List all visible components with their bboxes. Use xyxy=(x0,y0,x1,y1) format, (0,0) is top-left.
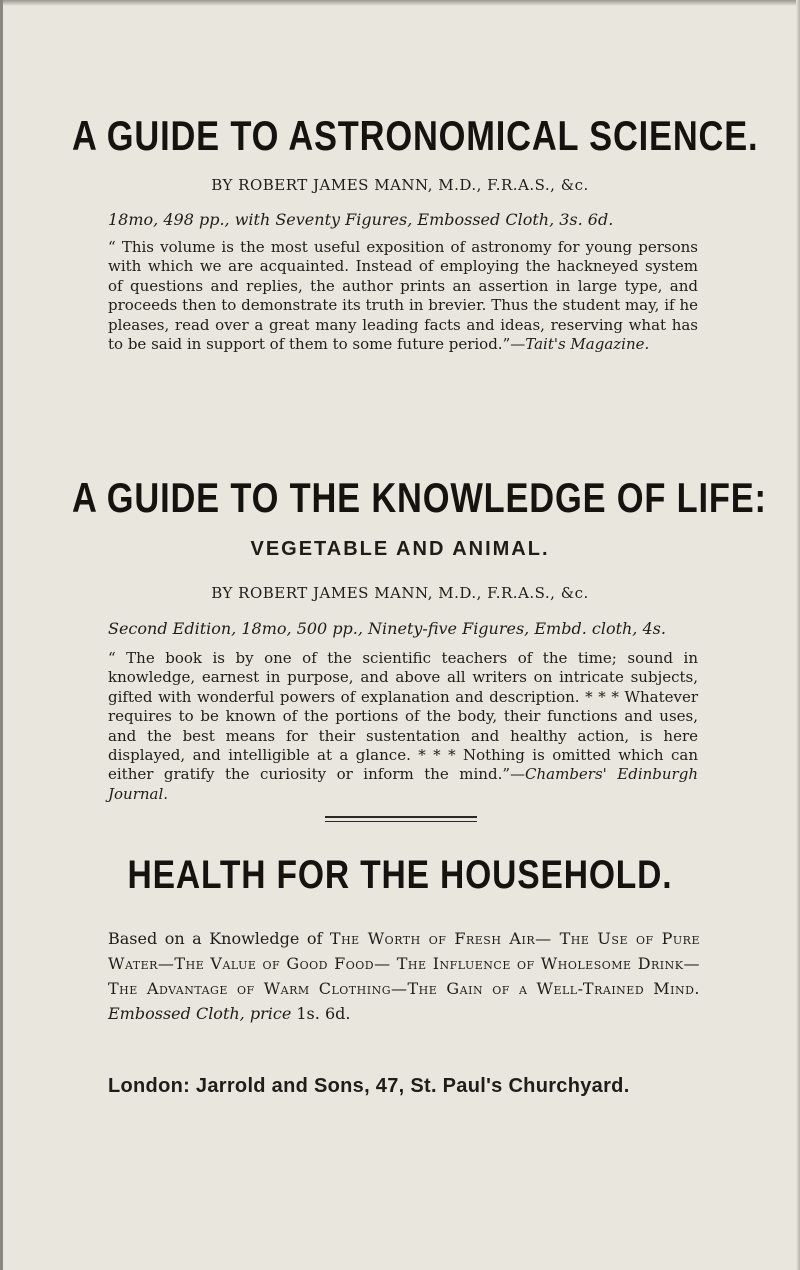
book3-title: HEALTH FOR THE HOUSEHOLD. xyxy=(127,853,673,897)
book1-review-text: “ This volume is the most useful exposition of astronomy for young persons with which we are acquainted. Instead of employing the hackneyed system of questions and replies, the author prints an assertion in large type, and proceeds then to demonstrate its truth in brevier. Thus the student may, if he pleases, read over a great many leading facts and ideas, reserving what has to be said in support of them to some future period.”— xyxy=(108,238,698,354)
book2-author: BY ROBERT JAMES MANN, M.D., F.R.A.S., &c. xyxy=(211,584,589,602)
book1-review xyxy=(108,238,698,354)
book2-review-text: “ The book is by one of the scientific teachers of the time; sound in knowledge, earnest in purpose, and above all writers on intricate subjects, gifted with wonderful powers of explanation and description. * * * Whatever requires to be known of the portions of the body, their functions and uses, and the best means for their sustentation and healthy action, is here displayed, and intelligible at a glance. * * * Nothing is omitted which can either gratify the curiosity or inform the mind.”— xyxy=(108,649,698,784)
book2-title: A GUIDE TO THE KNOWLEDGE OF LIFE: xyxy=(72,474,767,521)
book2-subtitle: VEGETABLE AND ANIMAL. xyxy=(250,538,550,560)
publisher-footer: London: Jarrold and Sons, 47, St. Paul's Churchyard. xyxy=(108,1075,630,1097)
book3-topics: The Worth of Fresh Air— The Use of Pure Water—The Value of Good Food— The Influence of Wholesome Drink—The Advantage of Warm Clothing—The Gain of a Well-Trained Mind. xyxy=(108,929,700,998)
book1-pub-info: 18mo, 498 pp., with Seventy Figures, Embossed Cloth, 3s. 6d. xyxy=(108,210,614,229)
section-divider xyxy=(325,816,477,822)
book3-binding: Embossed Cloth, price xyxy=(108,1004,292,1023)
book3-price: 1s. 6d. xyxy=(296,1004,351,1023)
book3-description xyxy=(108,926,700,1026)
book2-pub-info: Second Edition, 18mo, 500 pp., Ninety-five Figures, Embd. cloth, 4s. xyxy=(108,619,666,638)
book2-review-source: Chambers' Edinburgh Journal. xyxy=(108,765,698,803)
book1-title: A GUIDE TO ASTRONOMICAL SCIENCE. xyxy=(72,112,759,159)
book1-review-source: Tait's Magazine. xyxy=(525,335,650,354)
book2-review xyxy=(108,649,698,804)
book3-intro: Based on a Knowledge of xyxy=(108,929,330,948)
book1-author: BY ROBERT JAMES MANN, M.D., F.R.A.S., &c. xyxy=(211,176,589,194)
